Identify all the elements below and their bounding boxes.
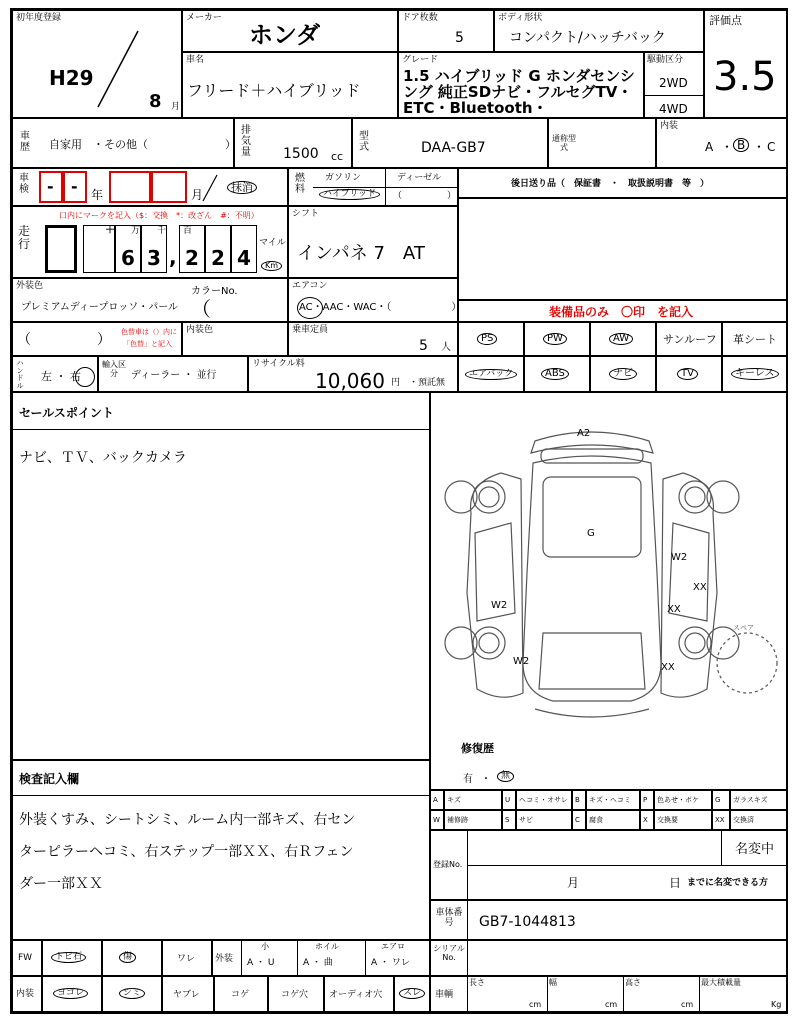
legend-meaning: ガラスキズ [733, 796, 768, 804]
maker-cell [182, 10, 398, 52]
doors-label: ドア枚数 [402, 13, 438, 23]
legend-code: S [505, 816, 510, 824]
equip-tv: TV [656, 356, 722, 392]
equip-leather: 革シート [722, 322, 788, 356]
width-unit: cm [605, 1000, 618, 1009]
score-value: 3.5 [713, 54, 777, 100]
name-change: 名変中 [735, 842, 775, 857]
mark-w2-right: W2 [671, 552, 688, 563]
legend-code: U [505, 796, 511, 804]
aero-label: エアロ [381, 942, 405, 951]
fw-scratch: 傷 [119, 952, 136, 963]
history-value: 自家用 ・その他（ ） [49, 138, 236, 151]
import-value: ディーラー ・ 並行 [131, 370, 217, 381]
height-unit: cm [681, 1000, 694, 1009]
interior-color-label: 内装色 [186, 325, 214, 335]
sales-point-area [12, 392, 430, 760]
score-label: 評価点 [709, 14, 742, 27]
legend-cell [654, 810, 712, 830]
car-diagram [431, 393, 787, 789]
legend-meaning: キズ・ヘコミ [589, 796, 631, 804]
check-area [12, 760, 430, 940]
fuel-other: （ ） [393, 191, 457, 201]
mileage-note: 口内にマークを記入（$：交換 *：改ざん #：不明） [59, 211, 259, 220]
body-value: コンパクト/ハッチバック [509, 30, 666, 46]
unit-man: 万 [131, 226, 141, 236]
inspection-dash-2: - [71, 177, 78, 196]
car-name-label: 車名 [186, 55, 205, 65]
common-model-label: 通称型式 [552, 134, 576, 152]
mileage-label: 走行 [17, 224, 30, 252]
wheel-value: A ・ 曲 [303, 958, 333, 968]
reg-no-label: 登録No. [433, 860, 463, 869]
first-reg-year: H29 [49, 66, 94, 90]
length-unit: cm [529, 1000, 542, 1009]
drive-2wd: 2WD [659, 76, 688, 90]
mileage-digit-4: 2 [179, 225, 205, 273]
legend-cell [572, 810, 586, 830]
first-registration-cell [12, 10, 182, 118]
equip-abs: ABS [524, 356, 590, 392]
legend-code: X [643, 816, 648, 824]
legend-code: C [575, 816, 580, 824]
mileage-cell: 走行 口内にマークを記入（$：交換 *：改ざん #：不明） ＋ 6 万 3 千 , 2 百 2 4 マイル Km [12, 206, 288, 278]
legend-cell [712, 790, 730, 810]
maker-value: ホンダ [249, 21, 321, 49]
max-load-label: 最大積載量 [701, 978, 741, 987]
fuel-diesel: ディーゼル [397, 173, 442, 183]
ac-value: AC・AAC・WAC・（ ） [299, 302, 462, 313]
interior-c: C [767, 140, 776, 154]
height-label: 高さ [625, 978, 641, 987]
color-no-value: （ [191, 297, 211, 321]
month-unit-insp: 月 [191, 188, 204, 202]
legend-code: G [715, 796, 721, 804]
legend-code: A [433, 796, 438, 804]
int-burn: コゲ [231, 990, 250, 1000]
fuel-hybrid: ハイブリッド [319, 189, 380, 200]
capacity-unit: 人 [441, 342, 451, 353]
maker-label: メーカー [186, 13, 222, 23]
appraisal-sheet [10, 8, 788, 1014]
first-reg-label: 初年度登録 [16, 13, 62, 23]
check-line-2: ターピラーヘコミ、右ステップ一部ＸＸ、右Ｒフェン [19, 844, 354, 860]
recycle-label: リサイクル料 [252, 359, 305, 369]
legend-cell [586, 790, 640, 810]
doors-value: 5 [455, 30, 464, 46]
check-line-1: 外装くすみ、シートシミ、ルーム内一部キズ、右セン [19, 812, 356, 828]
unit-hyaku: 百 [183, 226, 193, 236]
slash-divider [93, 29, 143, 109]
unit-sen: 千 [157, 226, 167, 236]
capacity-cell [288, 322, 458, 356]
mark-xx-1: XX [693, 582, 707, 593]
aero-value: A ・ ワレ [371, 958, 410, 968]
history-label: 車歴 [20, 131, 30, 153]
grade-cell [398, 52, 644, 118]
mileage-mark-box [45, 225, 77, 273]
displacement-value: 1500 [283, 146, 319, 162]
equipment-title: 装備品のみ 〇印 を記入 [549, 305, 694, 319]
yen-unit: 円 [391, 378, 401, 388]
mark-g: G [587, 528, 595, 539]
inspection-cell [12, 168, 288, 206]
int-stain: シミ [119, 988, 145, 999]
model-value: DAA-GB7 [421, 140, 486, 156]
drive-label: 駆動区分 [647, 55, 684, 65]
ext-label: 外装 [215, 954, 234, 964]
exterior-label: 外装色 [16, 281, 44, 291]
body-label: ボディ形状 [498, 13, 543, 23]
ext-small: 小 [261, 942, 269, 951]
equipment-title-cell [458, 300, 788, 322]
int-audio-hole: オーディオ穴 [329, 990, 383, 1000]
mileage-digit-6: 4 [231, 225, 257, 273]
damage-legend [430, 790, 788, 830]
fw-crack: ワレ [177, 954, 196, 964]
mark-a2: A2 [577, 428, 591, 439]
legend-cell [430, 810, 444, 830]
legend-meaning: 補修跡 [447, 816, 468, 824]
mileage-comma: , [169, 245, 177, 269]
legend-code: W [433, 816, 440, 824]
mark-xx-2: XX [667, 604, 681, 615]
equipment-row-1 [458, 322, 788, 356]
legend-code: B [575, 796, 580, 804]
length-label: 長さ [469, 978, 485, 987]
capacity-label: 乗車定員 [292, 325, 329, 335]
int-tear: ヤブレ [173, 990, 200, 1000]
int-label: 内装 [16, 989, 35, 999]
width-label: 幅 [549, 978, 557, 987]
mileage-digit-3: 3 [141, 225, 167, 273]
exterior-color-cell [12, 278, 288, 322]
legend-cell [712, 810, 730, 830]
reg-until: までに名変できる方 [687, 878, 769, 888]
fw-row [12, 940, 430, 976]
displacement-label: 排気量 [241, 125, 251, 158]
interior-color-cell [182, 322, 288, 356]
year-unit: 年 [91, 188, 104, 202]
deposit-none: ・預託無 [409, 378, 446, 388]
import-cell [98, 356, 248, 392]
legend-cell [430, 790, 444, 810]
inspection-label: 車検 [19, 173, 29, 195]
grade-label: グレード [402, 55, 439, 65]
paren-open: （ [17, 332, 31, 348]
change-note-1: 色替車は（）内に [121, 328, 177, 336]
interior-damage-row [12, 976, 430, 1012]
legend-cell [444, 790, 502, 810]
common-model-cell [548, 118, 656, 168]
ext-sizes: A ・ U [247, 958, 275, 968]
equip-airbag: エアバック [458, 356, 524, 392]
legend-cell [516, 790, 572, 810]
fuel-cell [288, 168, 458, 206]
score-cell [704, 10, 788, 118]
chassis-value: GB7-1044813 [479, 914, 576, 930]
legend-meaning: 交換要 [657, 816, 678, 824]
size-label: 車輌 [435, 990, 454, 1000]
legend-cell [502, 810, 516, 830]
ac-label: エアコン [292, 281, 328, 291]
change-note-2: 「色替」と記入 [123, 340, 172, 348]
equip-pw: PW [524, 322, 590, 356]
int-dirt: ヨゴレ [53, 988, 88, 999]
capacity-value: 5 [419, 338, 428, 354]
handle-cell [12, 356, 98, 392]
equip-sunroof: サンルーフ [656, 322, 722, 356]
check-label: 検査記入欄 [19, 772, 80, 786]
shift-cell [288, 206, 458, 278]
interior-a: A [705, 140, 714, 154]
fuel-gasoline: ガソリン [325, 173, 362, 183]
color-no-label: カラーNo. [191, 286, 238, 297]
repair-label: 修復歴 [461, 742, 494, 755]
legend-code: XX [715, 816, 725, 824]
legend-cell [502, 790, 516, 810]
legend-cell [586, 810, 640, 830]
inspection-dash-1: - [47, 177, 54, 196]
displacement-cell [234, 118, 352, 168]
int-rub: スレ [399, 988, 425, 999]
color-change-cell [12, 322, 182, 356]
paren-close: ） [97, 332, 111, 348]
equipment-row-2 [458, 356, 788, 392]
handle-value: 左 ・ 右 [41, 370, 81, 383]
legend-cell [730, 810, 788, 830]
mark-w2-left: W2 [491, 600, 508, 611]
model-label: 型式 [359, 131, 369, 153]
model-cell [352, 118, 548, 168]
legend-meaning: 色あせ・ボケ [657, 796, 699, 804]
legend-cell [516, 810, 572, 830]
serial-label: シリアルNo. [433, 944, 465, 962]
first-reg-month: 8 [149, 91, 162, 112]
legend-cell [640, 790, 654, 810]
grade-value: 1.5 ハイブリッド G ホンダセンシング 純正SDナビ・フルセグTV・ETC・Bluetooth・ [403, 67, 635, 117]
doors-cell [398, 10, 494, 52]
reg-month: 月 [567, 876, 580, 890]
fuel-label: 燃 料 [295, 173, 305, 195]
cc-unit: cc [331, 150, 344, 163]
drive-4wd: 4WD [659, 102, 688, 116]
legend-meaning: ヘコミ・オサレ [519, 796, 568, 804]
int-burn-hole: コゲ穴 [281, 990, 309, 1000]
car-name-cell [182, 52, 398, 118]
month-unit: 月 [171, 102, 181, 112]
docs-label: 後日送り品（ 保証書 ・ 取扱説明書 等 ） [511, 179, 710, 189]
equip-aw: AW [590, 322, 656, 356]
mark-xx-3: XX [661, 662, 675, 673]
interior-grade-cell: 内装 A ・ B ・ C [656, 118, 788, 168]
mileage-digit-5: 2 [205, 225, 231, 273]
interior-label: 内装 [660, 121, 679, 131]
docs-cell [458, 168, 788, 198]
size-cell [430, 976, 788, 1012]
legend-meaning: 腐食 [589, 816, 603, 824]
recycle-value: 10,060 [315, 369, 385, 393]
exterior-value: プレミアムディープロッソ・パール [21, 302, 178, 313]
reg-day: 日 [669, 876, 682, 890]
chassis-label: 車体番号 [435, 908, 463, 928]
legend-cell [444, 810, 502, 830]
handle-label: ハンドル [16, 359, 24, 391]
chassis-cell [430, 900, 788, 940]
interior-b: B [733, 138, 749, 152]
legend-meaning: サビ [519, 816, 533, 824]
equip-keyless: キーレス [722, 356, 788, 392]
repair-yes: 有 [463, 774, 473, 785]
serial-cell [430, 940, 788, 976]
car-diagram-area: A2 G W2 XX XX XX W2 W2 スペア 修復歴 有 ・ 無 [430, 392, 788, 790]
registration-cell [430, 830, 788, 900]
mileage-digit-2: 6 [115, 225, 141, 273]
fw-chip: トビ石 [51, 952, 86, 963]
car-name-value: フリード＋ハイブリッド [187, 81, 361, 100]
mark-w2-left-2: W2 [513, 656, 530, 667]
equip-ps: PS [458, 322, 524, 356]
sales-point-text: ナビ、ＴＶ、バックカメラ [19, 450, 187, 466]
check-line-3: ダー一部ＸＸ [19, 876, 103, 892]
shift-label: シフト [292, 209, 320, 219]
import-label: 輸入区分 [102, 360, 126, 378]
fw-label: FW [18, 953, 33, 963]
spare-label: スペア [733, 624, 754, 632]
legend-meaning: 交換済 [733, 816, 754, 824]
docs-area [458, 198, 788, 300]
legend-meaning: キズ [447, 796, 461, 804]
drive-cell [644, 52, 704, 118]
ac-cell [288, 278, 462, 322]
max-load-unit: Kg [771, 1000, 782, 1009]
expired-option: 抹消 [227, 181, 257, 194]
legend-cell [654, 790, 712, 810]
history-cell [12, 118, 234, 168]
shift-value: インパネ 7 AT [297, 243, 425, 264]
equip-navi: ナビ [590, 356, 656, 392]
legend-cell [572, 790, 586, 810]
legend-cell [640, 810, 654, 830]
wheel-label: ホイル [315, 942, 339, 951]
recycle-cell [248, 356, 458, 392]
mileage-km: Km [261, 261, 282, 271]
sales-point-label: セールスポイント [19, 406, 114, 420]
mileage-mile: マイル [259, 238, 286, 248]
legend-code: P [643, 796, 648, 804]
body-cell [494, 10, 704, 52]
legend-cell [730, 790, 788, 810]
repair-no: 無 [497, 771, 514, 782]
